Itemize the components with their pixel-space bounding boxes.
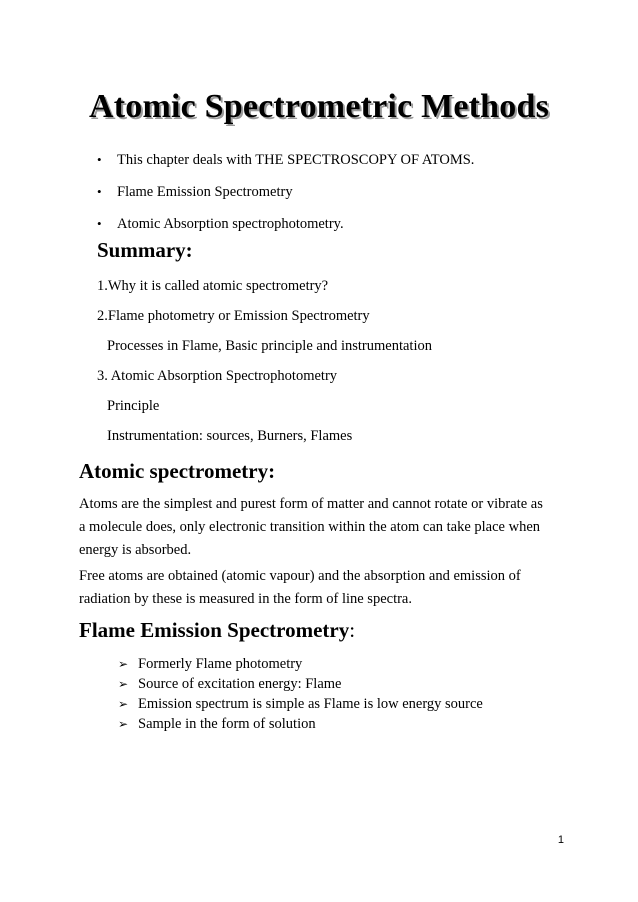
list-item-text: Source of excitation energy: Flame [138, 676, 342, 692]
atomic-spectrometry-paragraph-2 [79, 565, 569, 611]
atomic-spectrometry-heading: Atomic spectrometry: [79, 459, 276, 483]
list-item [118, 674, 483, 694]
list-item [97, 150, 474, 182]
list-item [118, 654, 483, 674]
summary-subline: Processes in Flame, Basic principle and instrumentation [107, 338, 432, 354]
paragraph-line: a molecule does, only electronic transition within the atom can take place when [79, 519, 541, 535]
list-item-text: Emission spectrum is simple as Flame is low energy source [138, 696, 483, 712]
summary-heading: Summary: [97, 238, 193, 262]
summary-line: 2.Flame photometry or Emission Spectrometry [97, 308, 370, 324]
page-number: 1 [557, 834, 564, 846]
arrow-bullet-icon: ➢ [118, 657, 129, 671]
list-item-text: This chapter deals with THE SPECTROSCOPY OF ATOMS. [117, 152, 475, 168]
bullet-icon: • [97, 152, 102, 167]
paragraph-line: Free atoms are obtained (atomic vapour) and the absorption and emission of [79, 568, 521, 584]
summary-outline [97, 276, 432, 456]
summary-line: 3. Atomic Absorption Spectrophotometry [97, 368, 338, 384]
atomic-spectrometry-paragraph-1 [79, 493, 569, 562]
arrow-bullet-icon: ➢ [118, 677, 129, 691]
arrow-bullet-icon: ➢ [118, 717, 129, 731]
list-item-text: Formerly Flame photometry [138, 656, 303, 672]
summary-subline: Instrumentation: sources, Burners, Flames [107, 428, 353, 444]
list-item-text: Sample in the form of solution [138, 716, 316, 732]
summary-subline: Principle [107, 398, 160, 414]
bullet-icon: • [97, 216, 102, 231]
bullet-icon: • [97, 184, 102, 199]
paragraph-line: Atoms are the simplest and purest form of matter and cannot rotate or vibrate as [79, 496, 543, 512]
paragraph-line: energy is absorbed. [79, 542, 192, 558]
flame-emission-heading-text: Flame Emission Spectrometry [79, 618, 350, 642]
flame-emission-list [118, 654, 483, 734]
page-title: Atomic Spectrometric Methods [88, 88, 550, 125]
summary-line: 1.Why it is called atomic spectrometry? [97, 278, 329, 294]
list-item-text: Atomic Absorption spectrophotometry. [117, 216, 344, 232]
intro-bullet-list [97, 150, 474, 246]
list-item [118, 694, 483, 714]
flame-emission-heading [79, 618, 355, 643]
list-item-text: Flame Emission Spectrometry [117, 184, 293, 200]
list-item [97, 182, 474, 214]
paragraph-line: radiation by these is measured in the form of line spectra. [79, 591, 412, 607]
list-item [118, 714, 483, 734]
heading-colon: : [349, 618, 356, 642]
arrow-bullet-icon: ➢ [118, 697, 129, 711]
